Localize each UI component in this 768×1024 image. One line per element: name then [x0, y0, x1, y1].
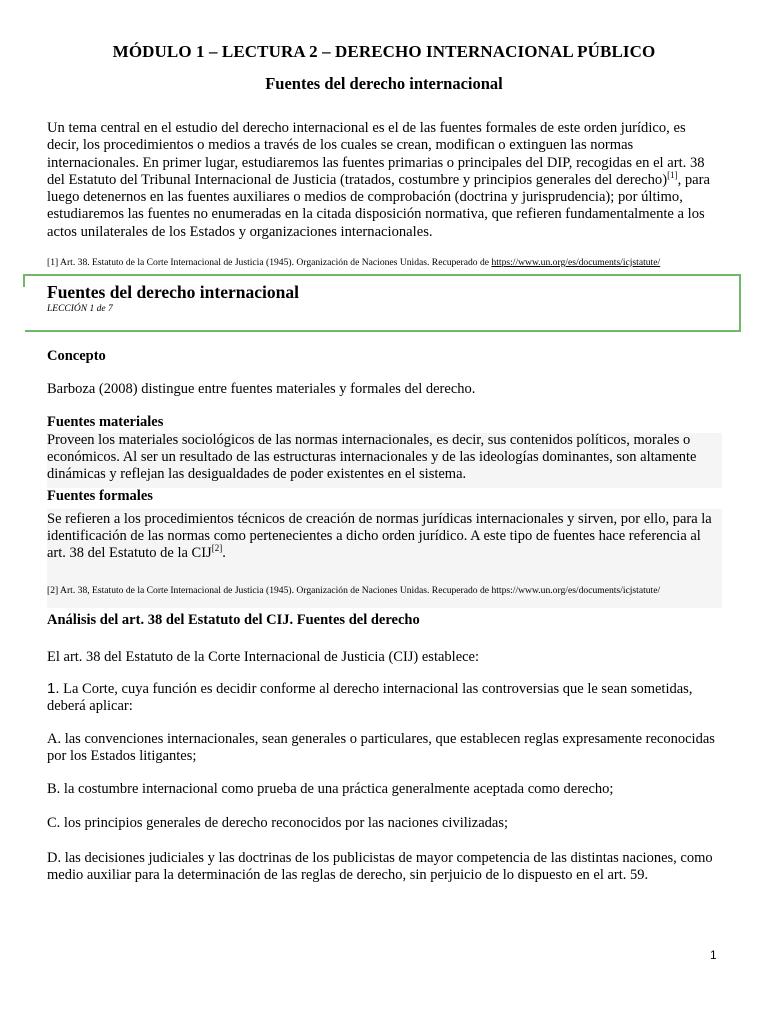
- lesson-title: Fuentes del derecho internacional: [47, 282, 299, 302]
- article-text: La Corte, cuya función es decidir conforme al derecho internacional las controversias que le sean sometidas, deberá aplicar:: [47, 681, 693, 715]
- intro-text-2: , para luego detenernos en las fuentes auxiliares o medios de comprobación (doctrina y jurisprudencia); por último, estudiaremos las fuentes no enumeradas en la citada disposición normativa, que refieren fundamentalmente a los actos unilaterales de los Estados y organizaciones internacionales.: [47, 171, 710, 240]
- footnote-1: [47, 257, 727, 268]
- concepto-text: Barboza (2008) distingue entre fuentes materiales y formales del derecho.: [47, 381, 476, 397]
- analisis-heading: Análisis del art. 38 del Estatuto del CIJ. Fuentes del derecho: [47, 612, 420, 628]
- article-paragraph-1: [47, 680, 722, 715]
- document-title: MÓDULO 1 – LECTURA 2 – DERECHO INTERNACIONAL PÚBLICO: [112, 42, 656, 61]
- footnote-2: [2] Art. 38, Estatuto de la Corte Internacional de Justicia (1945). Organización de Naciones Unidas. Recuperado de https://www.un.org/es/documents/icjstatute/: [47, 585, 661, 596]
- footnote-ref-1[interactable]: [1]: [667, 170, 678, 181]
- footnote-1-link[interactable]: https://www.un.org/es/documents/icjstatute/: [491, 257, 661, 268]
- footnote-1-text: [1] Art. 38. Estatuto de la Corte Internacional de Justicia (1945). Organización de Naciones Unidas. Recuperado de: [47, 257, 492, 268]
- fuentes-formales-paragraph: [47, 511, 722, 563]
- fuentes-materiales-text: Proveen los materiales sociológicos de las normas internacionales, es decir, sus contenidos políticos, morales o económicos. Al ser un resultado de las estructuras internacionales y de las ideologías dominantes, son altamente dinámicas y reflejan las desigualdades de poder existentes en el sistema.: [47, 432, 697, 483]
- footnote-ref-2[interactable]: [2]: [211, 543, 223, 554]
- fuentes-formales-text: Se refieren a los procedimientos técnicos de creación de normas jurídicas internacionales y sirven, por ello, para la identificación de las normas como pertenecientes a dicho orden jurídico. A este tipo de fuentes hace referencia al art. 38 del Estatuto de la CIJ: [47, 511, 712, 562]
- article-number: 1.: [47, 680, 60, 697]
- concepto-heading: Concepto: [47, 348, 106, 364]
- fuentes-materiales-heading: Fuentes materiales: [47, 414, 164, 430]
- intro-paragraph: [47, 120, 717, 241]
- document-subtitle: Fuentes del derecho internacional: [265, 74, 503, 93]
- list-item-d: D. las decisiones judiciales y las doctrinas de los publicistas de mayor competencia de las distintas naciones, como medio auxiliar para la determinación de las reglas de derecho, sin perjuicio de lo dispuesto en el art. 59.: [47, 850, 713, 884]
- intro-text-1: Un tema central en el estudio del derecho internacional es el de las fuentes formales de este orden jurídico, es decir, los procedimientos o medios a través de los cuales se crean, modifican o extinguen las normas internacionales. En primer lugar, estudiaremos las fuentes primarias o principales del DIP, recogidas en el art. 38 del Estatuto del Tribunal Internacional de Justicia (tratados, costumbre y principios generales del derecho): [47, 120, 705, 188]
- list-item-c: C. los principios generales de derecho reconocidos por las naciones civilizadas;: [47, 815, 509, 831]
- list-item-a: A. las convenciones internacionales, sean generales o particulares, que establecen reglas expresamente reconocidas por los Estados litigantes;: [47, 731, 715, 765]
- lesson-counter: LECCIÓN 1 de 7: [47, 304, 113, 314]
- fuentes-formales-heading: Fuentes formales: [47, 488, 153, 504]
- analisis-intro: El art. 38 del Estatuto de la Corte Internacional de Justicia (CIJ) establece:: [47, 649, 480, 665]
- page-number: 1: [710, 948, 717, 962]
- fuentes-formales-end: .: [222, 545, 226, 562]
- list-item-b: B. la costumbre internacional como prueba de una práctica generalmente aceptada como derecho;: [47, 781, 614, 797]
